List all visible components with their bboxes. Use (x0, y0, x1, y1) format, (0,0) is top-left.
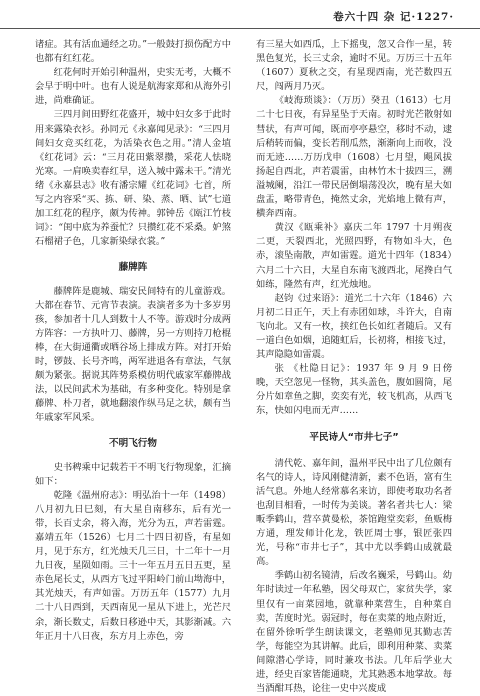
running-head: 卷六十四 杂 记·1227· (333, 11, 454, 23)
paragraph: 史书稗乘中记载若干不明飞行物现象，汇摘如下： (35, 461, 231, 487)
paragraph: 张 《杜隐日记》：1937 年 9 月 9 日傍晚，天空忽见一怪物，其头盖色，腹如圆筒，尾分片如章鱼之脚，奕奕有光，较飞机高，从西飞东，快如闪电而无声…… (256, 363, 452, 417)
section-heading-tengpaizhen: 藤牌阵 (118, 262, 148, 274)
page-header (0, 6, 480, 29)
section-heading-ufo: 不明飞行物 (109, 438, 157, 450)
paragraph: 红花何时开始引种温州，史实无考，大概不会早于明中叶。也有人说是航海家郑和从海外引进，尚难确证。 (35, 67, 231, 107)
left-column (35, 38, 231, 644)
paragraph: 季鹤山初名镜清，后改名巍采，号鹤山。幼年时读过一年私塾，因父母双亡，家贫失学，家里仅有一亩菜园地，就靠种菜营生，自种菜自卖，苦度时光。弱冠时，每在卖菜的地点附近，在留外徐听学生朗读课文，老塾师见其勤志苦学，每能空为其讲解。此后，即利用种菜、卖菜间隙潜心学诗，同时兼攻书法。几年后学业大进，经史百家皆能通晓，尤其熟悉本地掌故。每当酒酣耳热，论往一史中兴废成 (256, 570, 452, 695)
paragraph: 乾隆《温州府志》：明弘治十一年（1498）八月初九日巳刻，有大星自南移东，后有光一带，长百丈余，将入海，光分为五，声若雷霆。嘉靖五年（1526）七月二十四日初昏，有星如月，见于东方，红光烛天几三日，十二年十一月九日夜，星陨如雨。三十一年五月五日五更，星赤色尾长丈，从西方飞过平阳岭门前山坳海中，其光烛天，有声如雷。万历五年（1577）九月二十八日西到，天西南见一星从下进上，光芒尺余，渐长数丈，后数日移逊中天，其影渐减。六年正月十八日夜，东方月上赤色，旁 (35, 489, 231, 642)
paragraph: 黄汉《瓯乘补》嘉庆二年 1797 十月朔夜二更，天裂西北，光照四野，有物如斗大，色赤，滚坠南散，声如雷霆。道光十四年（1834）六月二十六日，大星自东南飞渡西北，尾搀白气如练，隆然有声，红光烛地。 (256, 222, 452, 290)
right-column (256, 38, 452, 696)
paragraph: 清代乾、嘉年间，温州平民中出了几位颇有名气的诗人，诗风刚健清新，素不色语，富有生活气息。外地人经常慕名来访，即使考取功名者也刮目相看，一时传为美谈。著名者共七人：梁畈季鹤山，营卒黄曼松，茶馆跑堂奕彩，鱼贩梅方通，理发师计化龙，铁匠周士事，银匠张四光，号称“市井七子”，其中尤以季鹤山成就最高。 (256, 457, 452, 568)
paragraph: 有三星大如西瓜，上下摇曳，忽又合作一星，转黑色复光，长三丈余，逾时不见。万历三十五年（1607）夏秋之交，有星现西南，光芒数四五尺，闯两月乃灭。 (256, 39, 452, 93)
paragraph: 《岐海琐谈》：（万历）癸丑（1613）七月二十七日夜，有异星坠于天南。初时光芒散射如彗状，有声可闻，既而亭亭悬空，移时不动，逮后稍转而偏，变长若削瓜然，渐渐向上而收，没而无迹……万历戊申（1608）七月望，飓风拔扬起自西北，声若震雷，由林竹木十拔四三，溯溢城阑，沿江一带民居倒塌荡没次，晚有星大如盘盂，略带青色，掩然丈余，光焰地上微有声，横奔西南。 (256, 95, 452, 220)
paragraph: 赵钧《过来语》：道光二十六年（1846）六月初二日正午，天上有赤团如球，斗许大，自南飞向北。又有一枚，挟红色长如红者随后。又有一道白色如烟，追随虹后，长初将，相接飞过，其声隐隐如雷震。 (256, 292, 452, 361)
paragraph: 诸症。其有活血通经之功。”一般鼓打损伤配方中也都有红红花。 (35, 39, 231, 65)
paragraph: 三四月间田野红花盛开，城中妇女多于此时用来露染衣衫。孙同元《永嘉闻见录》：“三四月间妇女竞买红花，为活染衣色之用。”清人金埴《红花词》云：“三月花田紫翠攒，采花人怯晓光寒。一肩唤卖春红早，送入城中露未干。”清光绪《永嘉县志》收有潘宗耀《红花词》七首，所写之内容采“买、拣、研、染、蒸、晒、试”七道加工红花的程序，颇为传神。郭钟岳《瓯江竹枝词》：“闺中底为养蚕忙？只攒红花不采桑。妒煞石榴裙子色，几家新染绿衣裳。” (35, 109, 231, 248)
paragraph: 藤牌阵是鹿城、瑞安民间特有的儿童游戏。大都在春节、元宵节表演。表演者多为十多岁男孩，参加者十几人到数十人不等。游戏时分成两方阵容：一方执叶刀、藤牌，另一方则持刀枪棍棒，在大街通衢或晒谷场上排成方阵。对打开始时，锣鼓、长号齐鸣，两军进退各有章法，气氛颇为紧张。据说其阵势系模仿明代戚家军藤牌战法，以民间武术为基础，有多种变化。特别是拿藤牌、朴刀者，就地翻滚作纵马足之状，颇有当年戚家军风采。 (35, 285, 231, 424)
section-heading-poets: 平民诗人“市井七子” (309, 431, 399, 443)
